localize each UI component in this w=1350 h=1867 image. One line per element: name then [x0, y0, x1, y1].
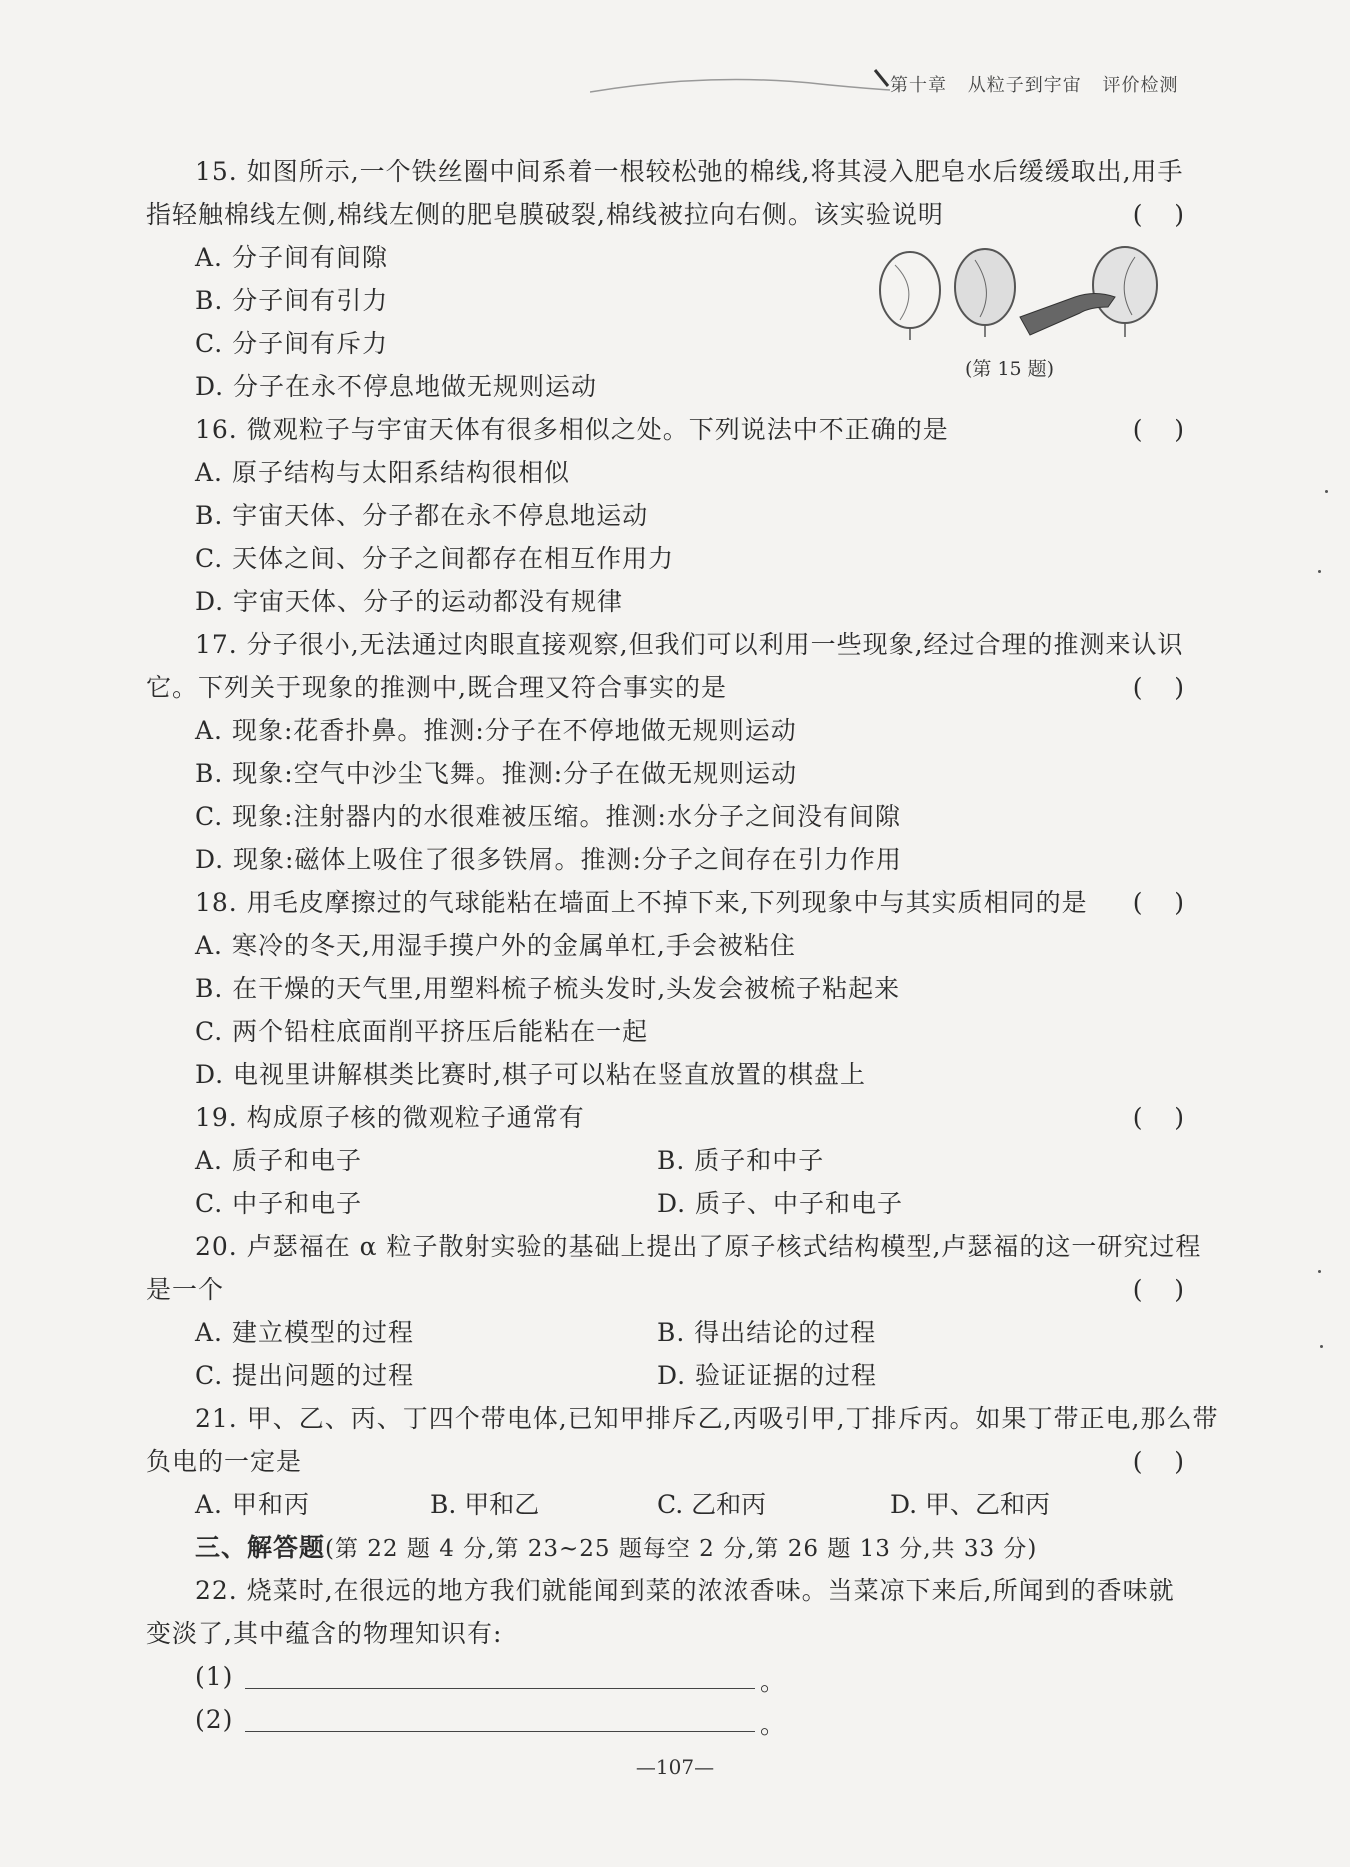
- q20-line1: 20. 卢瑟福在 α 粒子散射实验的基础上提出了原子核式结构模型,卢瑟福的这一研究过程: [195, 1232, 1202, 1261]
- q17-option-b: B. 现象:空气中沙尘飞舞。推测:分子在做无规则运动: [195, 759, 798, 788]
- q21-option-d: D. 甲、乙和丙: [890, 1490, 1051, 1519]
- section3-title: 三、解答题: [195, 1533, 326, 1562]
- q18-line1: 18. 用毛皮摩擦过的气球能粘在墙面上不掉下来,下列现象中与其实质相同的是: [195, 888, 1088, 917]
- q20-line2: 是一个: [146, 1275, 225, 1304]
- q22-blank2-input[interactable]: [245, 1731, 755, 1732]
- q19-option-a: A. 质子和电子: [195, 1146, 362, 1175]
- page-header: [890, 71, 1178, 97]
- q22-blank1-end: 。: [760, 1667, 786, 1696]
- q16-option-c: C. 天体之间、分子之间都存在相互作用力: [195, 544, 675, 573]
- q19-option-c: C. 中子和电子: [195, 1189, 363, 1218]
- q20-answer-bracket[interactable]: ( ): [1132, 1275, 1184, 1304]
- q22-line1: 22. 烧菜时,在很远的地方我们就能闻到菜的浓浓香味。当菜凉下来后,所闻到的香味就: [195, 1576, 1175, 1605]
- q21-line1: 21. 甲、乙、丙、丁四个带电体,已知甲排斥乙,丙吸引甲,丁排斥丙。如果丁带正电,那么带: [195, 1404, 1219, 1433]
- q20-option-a: A. 建立模型的过程: [195, 1318, 414, 1347]
- q15-option-a: A. 分子间有间隙: [195, 243, 388, 272]
- q18-option-a: A. 寒冷的冬天,用湿手摸户外的金属单杠,手会被粘住: [195, 931, 796, 960]
- q21-line2: 负电的一定是: [146, 1447, 303, 1476]
- q22-blank2-end: 。: [760, 1710, 786, 1739]
- q22-blank1-input[interactable]: [245, 1688, 755, 1689]
- q20-option-b: B. 得出结论的过程: [657, 1318, 877, 1347]
- q21-option-b: B. 甲和乙: [430, 1490, 540, 1519]
- q15-option-d: D. 分子在永不停息地做无规则运动: [195, 372, 598, 401]
- q16-option-d: D. 宇宙天体、分子的运动都没有规律: [195, 587, 624, 616]
- q19-option-d: D. 质子、中子和电子: [657, 1189, 904, 1218]
- section3-heading: [195, 1533, 1037, 1564]
- q15-line2: 指轻触棉线左侧,棉线左侧的肥皂膜破裂,棉线被拉向右侧。该实验说明: [146, 200, 944, 229]
- q19-answer-bracket[interactable]: ( ): [1132, 1103, 1184, 1132]
- header-decoration: [590, 62, 890, 102]
- q21-option-c: C. 乙和丙: [657, 1490, 767, 1519]
- figure-caption: (第 15 题): [965, 358, 1055, 380]
- q22-blank2-label: (2): [195, 1705, 234, 1734]
- page-number: —107—: [635, 1755, 715, 1779]
- q16-answer-bracket[interactable]: ( ): [1132, 415, 1184, 444]
- q19-line1: 19. 构成原子核的微观粒子通常有: [195, 1103, 585, 1132]
- q16-line1: 16. 微观粒子与宇宙天体有很多相似之处。下列说法中不正确的是: [195, 415, 949, 444]
- scan-mark: [1325, 490, 1328, 493]
- chapter-title: 从粒子到宇宙: [967, 75, 1082, 96]
- q15-option-c: C. 分子间有斥力: [195, 329, 389, 358]
- q18-answer-bracket[interactable]: ( ): [1132, 888, 1184, 917]
- q16-option-a: A. 原子结构与太阳系结构很相似: [195, 458, 570, 487]
- q21-answer-bracket[interactable]: ( ): [1132, 1447, 1184, 1476]
- section3-note: (第 22 题 4 分,第 23~25 题每空 2 分,第 26 题 13 分,共 33 分): [325, 1536, 1038, 1562]
- q17-line1: 17. 分子很小,无法通过肉眼直接观察,但我们可以利用一些现象,经过合理的推测来认识: [195, 630, 1184, 659]
- soap-film-figure: [870, 245, 1170, 345]
- q21-option-a: A. 甲和丙: [195, 1490, 310, 1519]
- q17-option-c: C. 现象:注射器内的水很难被压缩。推测:水分子之间没有间隙: [195, 802, 901, 831]
- q15-line1: 15. 如图所示,一个铁丝圈中间系着一根较松弛的棉线,将其浸入肥皂水后缓缓取出,用手: [195, 157, 1184, 186]
- q17-option-d: D. 现象:磁体上吸住了很多铁屑。推测:分子之间存在引力作用: [195, 845, 902, 874]
- q17-option-a: A. 现象:花香扑鼻。推测:分子在不停地做无规则运动: [195, 716, 797, 745]
- scan-mark: [1318, 570, 1321, 573]
- q19-option-b: B. 质子和中子: [657, 1146, 825, 1175]
- q18-option-b: B. 在干燥的天气里,用塑料梳子梳头发时,头发会被梳子粘起来: [195, 974, 901, 1003]
- q17-line2: 它。下列关于现象的推测中,既合理又符合事实的是: [146, 673, 727, 702]
- q18-option-d: D. 电视里讲解棋类比赛时,棋子可以粘在竖直放置的棋盘上: [195, 1060, 866, 1089]
- q18-option-c: C. 两个铅柱底面削平挤压后能粘在一起: [195, 1017, 649, 1046]
- q16-option-b: B. 宇宙天体、分子都在永不停息地运动: [195, 501, 649, 530]
- scan-mark: [1320, 1345, 1323, 1348]
- q15-option-b: B. 分子间有引力: [195, 286, 389, 315]
- q22-line2: 变淡了,其中蕴含的物理知识有:: [146, 1619, 503, 1648]
- chapter-label: 第十章: [890, 75, 947, 96]
- q20-option-d: D. 验证证据的过程: [657, 1361, 878, 1390]
- q17-answer-bracket[interactable]: ( ): [1132, 673, 1184, 702]
- scan-mark: [1318, 1270, 1321, 1273]
- q20-option-c: C. 提出问题的过程: [195, 1361, 415, 1390]
- section-label: 评价检测: [1102, 75, 1179, 96]
- q15-answer-bracket[interactable]: ( ): [1132, 200, 1184, 229]
- q22-blank1-label: (1): [195, 1662, 234, 1691]
